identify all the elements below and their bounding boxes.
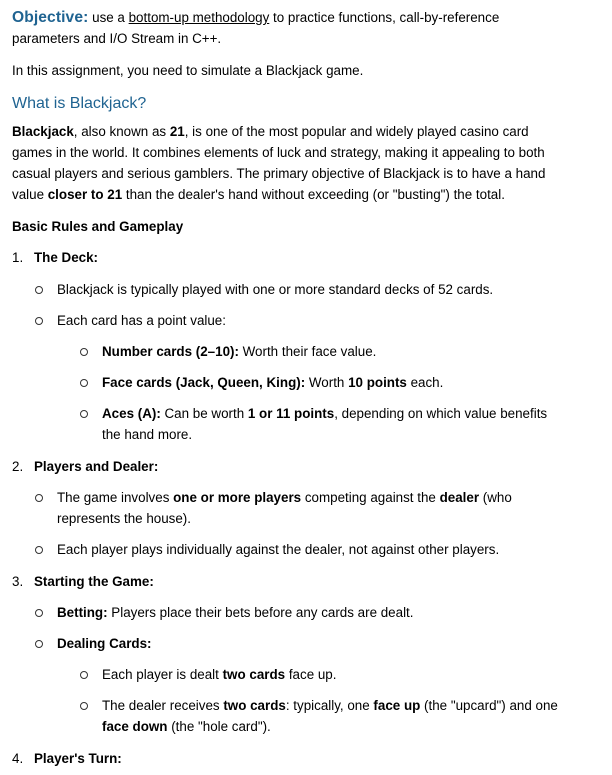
- list-number: 4.: [12, 751, 24, 766]
- plain-text: The dealer receives: [102, 698, 224, 713]
- bullet-text: Blackjack is typically played with one or more standard decks of 52 cards.: [57, 282, 494, 297]
- plain-text: the hand more.: [102, 427, 193, 442]
- plain-text: (who: [479, 490, 512, 505]
- desc-line-3: casual players and serious gamblers. The primary objective of Blackjack is to have a hand: [12, 166, 546, 181]
- hollow-bullet-icon: [35, 640, 43, 648]
- objective-heading: Objective: [12, 9, 84, 26]
- bullet-text: [57, 633, 605, 654]
- list-label: Player's Turn:: [34, 751, 122, 766]
- bullet-text: [102, 403, 602, 445]
- plain-text: Worth: [305, 375, 349, 390]
- plain-text: face up.: [285, 667, 337, 682]
- bottom-up-link[interactable]: bottom-up methodology: [128, 10, 270, 25]
- plain-text: , depending on which value benefits: [334, 406, 548, 421]
- hollow-bullet-icon: [35, 317, 43, 325]
- hollow-bullet-icon: [80, 410, 88, 418]
- plain-text: Each player is dealt: [102, 667, 223, 682]
- desc-text: , also known as: [73, 124, 170, 139]
- bullet-text: Each card has a point value:: [57, 313, 226, 328]
- plain-text: Worth their face value.: [238, 344, 377, 359]
- plain-text: competing against the: [301, 490, 440, 505]
- description-paragraph: [12, 121, 602, 205]
- desc-line-2: games in the world. It combines elements of luck and strategy, making it appealing to both: [12, 145, 545, 160]
- bold-text: Dealing Cards:: [57, 636, 152, 651]
- plain-text: (the "hole card").: [167, 719, 271, 734]
- list-number: 3.: [12, 574, 24, 589]
- bold-text: face down: [102, 719, 168, 734]
- list-label: Starting the Game:: [34, 574, 154, 589]
- bold-text: two cards: [223, 698, 286, 713]
- rules-heading: Basic Rules and Gameplay: [12, 219, 184, 234]
- bullet-text: [57, 487, 605, 529]
- desc-text: value: [12, 187, 48, 202]
- hollow-bullet-icon: [80, 671, 88, 679]
- bold-text: 10 points: [348, 375, 407, 390]
- bold-text: dealer: [439, 490, 480, 505]
- objective-colon: :: [83, 9, 89, 26]
- section-title: What is Blackjack?: [12, 95, 147, 112]
- term-blackjack: Blackjack: [12, 124, 74, 139]
- bullet-text: [57, 602, 605, 623]
- plain-text: represents the house).: [57, 511, 191, 526]
- bullet-text: Each player plays individually against the dealer, not against other players.: [57, 542, 500, 557]
- hollow-bullet-icon: [35, 609, 43, 617]
- hollow-bullet-icon: [35, 546, 43, 554]
- bold-text: one or more players: [173, 490, 302, 505]
- bullet-text: [102, 695, 602, 737]
- desc-text: than the dealer's hand without exceeding (or "busting") the total.: [122, 187, 505, 202]
- bold-text: Face cards (Jack, Queen, King):: [102, 375, 306, 390]
- term-closer: closer to 21: [47, 187, 123, 202]
- bold-text: Number cards (2–10):: [102, 344, 239, 359]
- list-number: 2.: [12, 459, 24, 474]
- list-label: The Deck:: [34, 250, 98, 265]
- objective-paragraph: [12, 7, 602, 49]
- bold-text: Betting:: [57, 605, 108, 620]
- hollow-bullet-icon: [35, 494, 43, 502]
- hollow-bullet-icon: [80, 379, 88, 387]
- bullet-text: [102, 372, 602, 393]
- hollow-bullet-icon: [35, 286, 43, 294]
- intro-paragraph: In this assignment, you need to simulate a Blackjack game.: [12, 63, 364, 78]
- bold-text: Aces (A):: [102, 406, 161, 421]
- plain-text: Can be worth: [160, 406, 248, 421]
- list-label: Players and Dealer:: [34, 459, 159, 474]
- desc-text: , is one of the most popular and widely played casino card: [184, 124, 529, 139]
- hollow-bullet-icon: [80, 348, 88, 356]
- hollow-bullet-icon: [80, 702, 88, 710]
- term-21: 21: [169, 124, 185, 139]
- bold-text: face up: [373, 698, 421, 713]
- objective-line-2: parameters and I/O Stream in C++.: [12, 31, 222, 46]
- objective-text-pre: use a: [88, 10, 129, 25]
- objective-text-post: to practice functions, call-by-reference: [269, 10, 500, 25]
- bold-text: 1 or 11 points: [247, 406, 335, 421]
- list-number: 1.: [12, 250, 24, 265]
- plain-text: Players place their bets before any cards are dealt.: [107, 605, 414, 620]
- bold-text: two cards: [222, 667, 286, 682]
- plain-text: : typically, one: [285, 698, 374, 713]
- plain-text: each.: [406, 375, 444, 390]
- bullet-text: [102, 341, 602, 362]
- bullet-text: [102, 664, 602, 685]
- plain-text: The game involves: [57, 490, 174, 505]
- plain-text: (the "upcard") and one: [420, 698, 558, 713]
